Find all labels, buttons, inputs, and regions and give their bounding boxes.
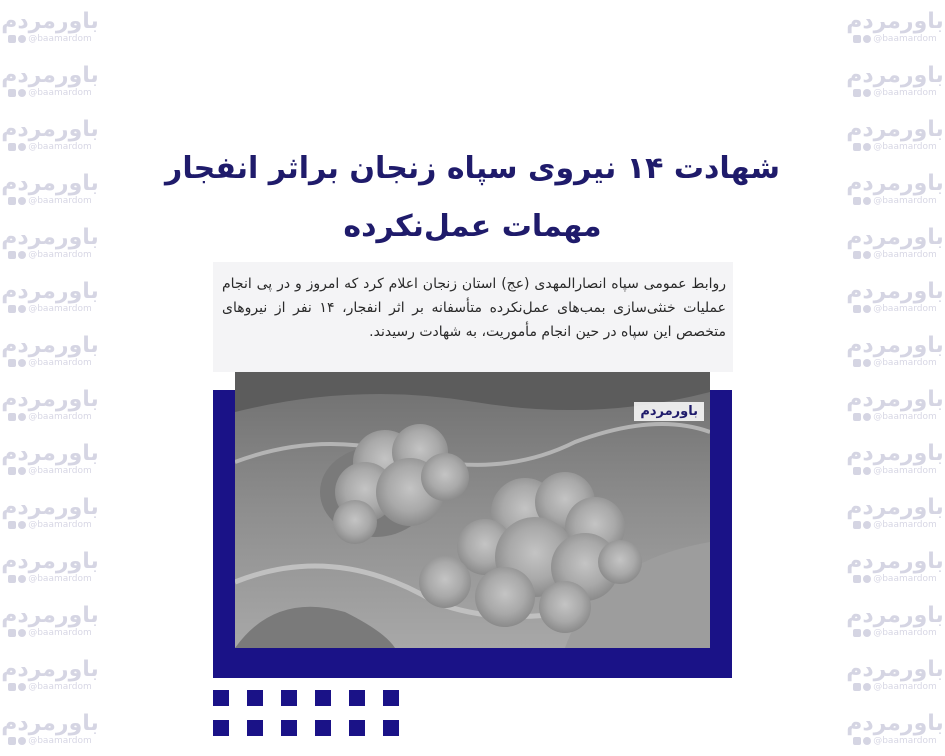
decorative-dot — [281, 690, 297, 706]
watermark-logo: باورمردم — [846, 278, 944, 304]
watermark-item — [845, 702, 945, 756]
watermark-handle — [853, 574, 937, 585]
watermark-handle — [8, 412, 92, 423]
watermark-item — [0, 108, 100, 162]
telegram-icon — [863, 467, 871, 475]
watermark-handle-text: @baamardom — [28, 249, 92, 260]
watermark-item — [845, 270, 945, 324]
watermark-handle — [8, 736, 92, 747]
watermark-handle — [853, 628, 937, 639]
watermark-column-left — [0, 0, 100, 756]
watermark-handle-text: @baamardom — [873, 249, 937, 260]
watermark-item — [0, 0, 100, 54]
watermark-handle — [853, 466, 937, 477]
watermark-handle-text: @baamardom — [28, 141, 92, 152]
telegram-icon — [863, 683, 871, 691]
telegram-icon — [18, 737, 26, 745]
watermark-item — [0, 378, 100, 432]
watermark-item — [845, 0, 945, 54]
photo-logo: باورمردم — [634, 402, 704, 421]
watermark-item — [0, 486, 100, 540]
telegram-icon — [863, 305, 871, 313]
telegram-icon — [18, 413, 26, 421]
watermark-item — [0, 216, 100, 270]
watermark-logo: باورمردم — [846, 440, 944, 466]
watermark-handle-text: @baamardom — [873, 681, 937, 692]
watermark-handle-text: @baamardom — [873, 573, 937, 584]
decorative-dot-grid — [213, 690, 399, 736]
watermark-logo: باورمردم — [1, 440, 99, 466]
watermark-item — [845, 432, 945, 486]
watermark-logo: باورمردم — [1, 656, 99, 682]
watermark-handle — [8, 466, 92, 477]
watermark-logo: باورمردم — [1, 602, 99, 628]
watermark-handle-text: @baamardom — [28, 33, 92, 44]
telegram-icon — [863, 575, 871, 583]
telegram-icon — [18, 89, 26, 97]
telegram-icon — [18, 575, 26, 583]
body-text: روابط عمومی سپاه انصارالمهدی (عج) استان زنجان اعلام کرد که امروز و در پی انجام عملیات خنثی‌سازی بمب‌های عمل‌نکرده متأسفانه بر اثر انفجار، ۱۴ نفر از نیروهای متخصص این سپاه در حین انجام مأموریت، به شهادت رسیدند. — [222, 276, 726, 340]
instagram-icon — [853, 467, 861, 475]
watermark-handle — [8, 142, 92, 153]
watermark-handle-text: @baamardom — [28, 627, 92, 638]
watermark-item — [845, 378, 945, 432]
watermark-handle — [8, 520, 92, 531]
watermark-handle — [8, 358, 92, 369]
watermark-item — [845, 486, 945, 540]
watermark-item — [845, 216, 945, 270]
instagram-icon — [8, 35, 16, 43]
watermark-logo: باورمردم — [1, 170, 99, 196]
watermark-handle — [853, 250, 937, 261]
watermark-handle-text: @baamardom — [28, 411, 92, 422]
watermark-logo: باورمردم — [1, 62, 99, 88]
decorative-dot — [349, 690, 365, 706]
telegram-icon — [863, 143, 871, 151]
watermark-logo: باورمردم — [846, 62, 944, 88]
telegram-icon — [18, 683, 26, 691]
decorative-dot — [383, 720, 399, 736]
watermark-logo: باورمردم — [1, 278, 99, 304]
watermark-item — [0, 702, 100, 756]
watermark-logo: باورمردم — [846, 8, 944, 34]
watermark-handle — [8, 682, 92, 693]
watermark-handle — [853, 142, 937, 153]
watermark-logo: باورمردم — [1, 8, 99, 34]
watermark-handle-text: @baamardom — [873, 303, 937, 314]
instagram-icon — [8, 359, 16, 367]
watermark-logo: باورمردم — [846, 548, 944, 574]
watermark-handle-text: @baamardom — [28, 195, 92, 206]
telegram-icon — [863, 413, 871, 421]
watermark-item — [0, 270, 100, 324]
instagram-icon — [8, 521, 16, 529]
watermark-item — [845, 540, 945, 594]
telegram-icon — [18, 197, 26, 205]
watermark-item — [0, 324, 100, 378]
watermark-logo: باورمردم — [846, 170, 944, 196]
watermark-logo: باورمردم — [1, 494, 99, 520]
telegram-icon — [18, 251, 26, 259]
watermark-handle — [8, 250, 92, 261]
watermark-handle-text: @baamardom — [28, 465, 92, 476]
watermark-handle-text: @baamardom — [873, 357, 937, 368]
instagram-icon — [8, 575, 16, 583]
telegram-icon — [18, 359, 26, 367]
instagram-icon — [853, 89, 861, 97]
watermark-handle — [8, 88, 92, 99]
watermark-handle-text: @baamardom — [28, 357, 92, 368]
watermark-logo: باورمردم — [846, 386, 944, 412]
watermark-handle — [8, 196, 92, 207]
watermark-handle — [8, 304, 92, 315]
watermark-handle-text: @baamardom — [28, 303, 92, 314]
watermark-item — [0, 432, 100, 486]
telegram-icon — [18, 629, 26, 637]
telegram-icon — [863, 35, 871, 43]
instagram-icon — [8, 737, 16, 745]
watermark-item — [0, 648, 100, 702]
watermark-handle-text: @baamardom — [873, 33, 937, 44]
watermark-logo: باورمردم — [1, 386, 99, 412]
watermark-handle — [853, 358, 937, 369]
instagram-icon — [853, 521, 861, 529]
instagram-icon — [8, 683, 16, 691]
telegram-icon — [863, 197, 871, 205]
watermark-item — [845, 648, 945, 702]
instagram-icon — [8, 251, 16, 259]
instagram-icon — [853, 359, 861, 367]
watermark-handle-text: @baamardom — [873, 735, 937, 746]
watermark-logo: باورمردم — [846, 494, 944, 520]
telegram-icon — [18, 305, 26, 313]
telegram-icon — [863, 89, 871, 97]
watermark-handle-text: @baamardom — [873, 465, 937, 476]
decorative-dot — [349, 720, 365, 736]
watermark-item — [0, 540, 100, 594]
watermark-column-right — [845, 0, 945, 756]
watermark-handle-text: @baamardom — [28, 735, 92, 746]
watermark-handle — [853, 736, 937, 747]
telegram-icon — [18, 521, 26, 529]
decorative-dot — [383, 690, 399, 706]
telegram-icon — [18, 143, 26, 151]
telegram-icon — [863, 359, 871, 367]
watermark-logo: باورمردم — [846, 332, 944, 358]
watermark-item — [0, 162, 100, 216]
watermark-logo: باورمردم — [846, 710, 944, 736]
watermark-handle — [8, 628, 92, 639]
instagram-icon — [853, 737, 861, 745]
watermark-handle-text: @baamardom — [873, 627, 937, 638]
instagram-icon — [853, 251, 861, 259]
instagram-icon — [853, 305, 861, 313]
watermark-handle — [853, 34, 937, 45]
telegram-icon — [863, 629, 871, 637]
headline: شهادت ۱۴ نیروی سپاه زنجان براثر انفجار مهمات عمل‌نکرده — [165, 151, 780, 244]
watermark-item — [845, 162, 945, 216]
watermark-handle — [8, 574, 92, 585]
watermark-logo: باورمردم — [1, 548, 99, 574]
telegram-icon — [863, 737, 871, 745]
instagram-icon — [853, 197, 861, 205]
watermark-handle-text: @baamardom — [873, 519, 937, 530]
watermark-logo: باورمردم — [1, 116, 99, 142]
watermark-item — [845, 108, 945, 162]
watermark-handle-text: @baamardom — [873, 195, 937, 206]
telegram-icon — [863, 521, 871, 529]
watermark-handle — [853, 682, 937, 693]
decorative-dot — [315, 690, 331, 706]
watermark-handle-text: @baamardom — [873, 87, 937, 98]
watermark-handle-text: @baamardom — [28, 681, 92, 692]
watermark-handle — [853, 304, 937, 315]
watermark-logo: باورمردم — [846, 224, 944, 250]
instagram-icon — [8, 629, 16, 637]
instagram-icon — [853, 629, 861, 637]
watermark-item — [0, 54, 100, 108]
instagram-icon — [853, 683, 861, 691]
watermark-handle-text: @baamardom — [873, 141, 937, 152]
explosion-photo — [235, 372, 710, 648]
instagram-icon — [853, 413, 861, 421]
decorative-dot — [247, 690, 263, 706]
instagram-icon — [853, 575, 861, 583]
instagram-icon — [8, 413, 16, 421]
watermark-item — [845, 324, 945, 378]
watermark-logo: باورمردم — [1, 710, 99, 736]
instagram-icon — [8, 89, 16, 97]
watermark-logo: باورمردم — [846, 656, 944, 682]
instagram-icon — [8, 467, 16, 475]
instagram-icon — [853, 35, 861, 43]
watermark-handle — [8, 34, 92, 45]
watermark-logo: باورمردم — [846, 602, 944, 628]
watermark-handle-text: @baamardom — [873, 411, 937, 422]
watermark-item — [845, 594, 945, 648]
instagram-icon — [853, 143, 861, 151]
watermark-handle-text: @baamardom — [28, 87, 92, 98]
instagram-icon — [8, 197, 16, 205]
watermark-logo: باورمردم — [1, 332, 99, 358]
watermark-logo: باورمردم — [846, 116, 944, 142]
decorative-dot — [281, 720, 297, 736]
telegram-icon — [18, 467, 26, 475]
decorative-dot — [247, 720, 263, 736]
decorative-dot — [213, 690, 229, 706]
watermark-handle — [853, 196, 937, 207]
decorative-dot — [315, 720, 331, 736]
watermark-handle-text: @baamardom — [28, 573, 92, 584]
watermark-logo: باورمردم — [1, 224, 99, 250]
watermark-handle-text: @baamardom — [28, 519, 92, 530]
decorative-dot — [213, 720, 229, 736]
watermark-item — [0, 594, 100, 648]
watermark-handle — [853, 520, 937, 531]
instagram-icon — [8, 305, 16, 313]
watermark-handle — [853, 412, 937, 423]
instagram-icon — [8, 143, 16, 151]
telegram-icon — [863, 251, 871, 259]
telegram-icon — [18, 35, 26, 43]
watermark-item — [845, 54, 945, 108]
watermark-handle — [853, 88, 937, 99]
